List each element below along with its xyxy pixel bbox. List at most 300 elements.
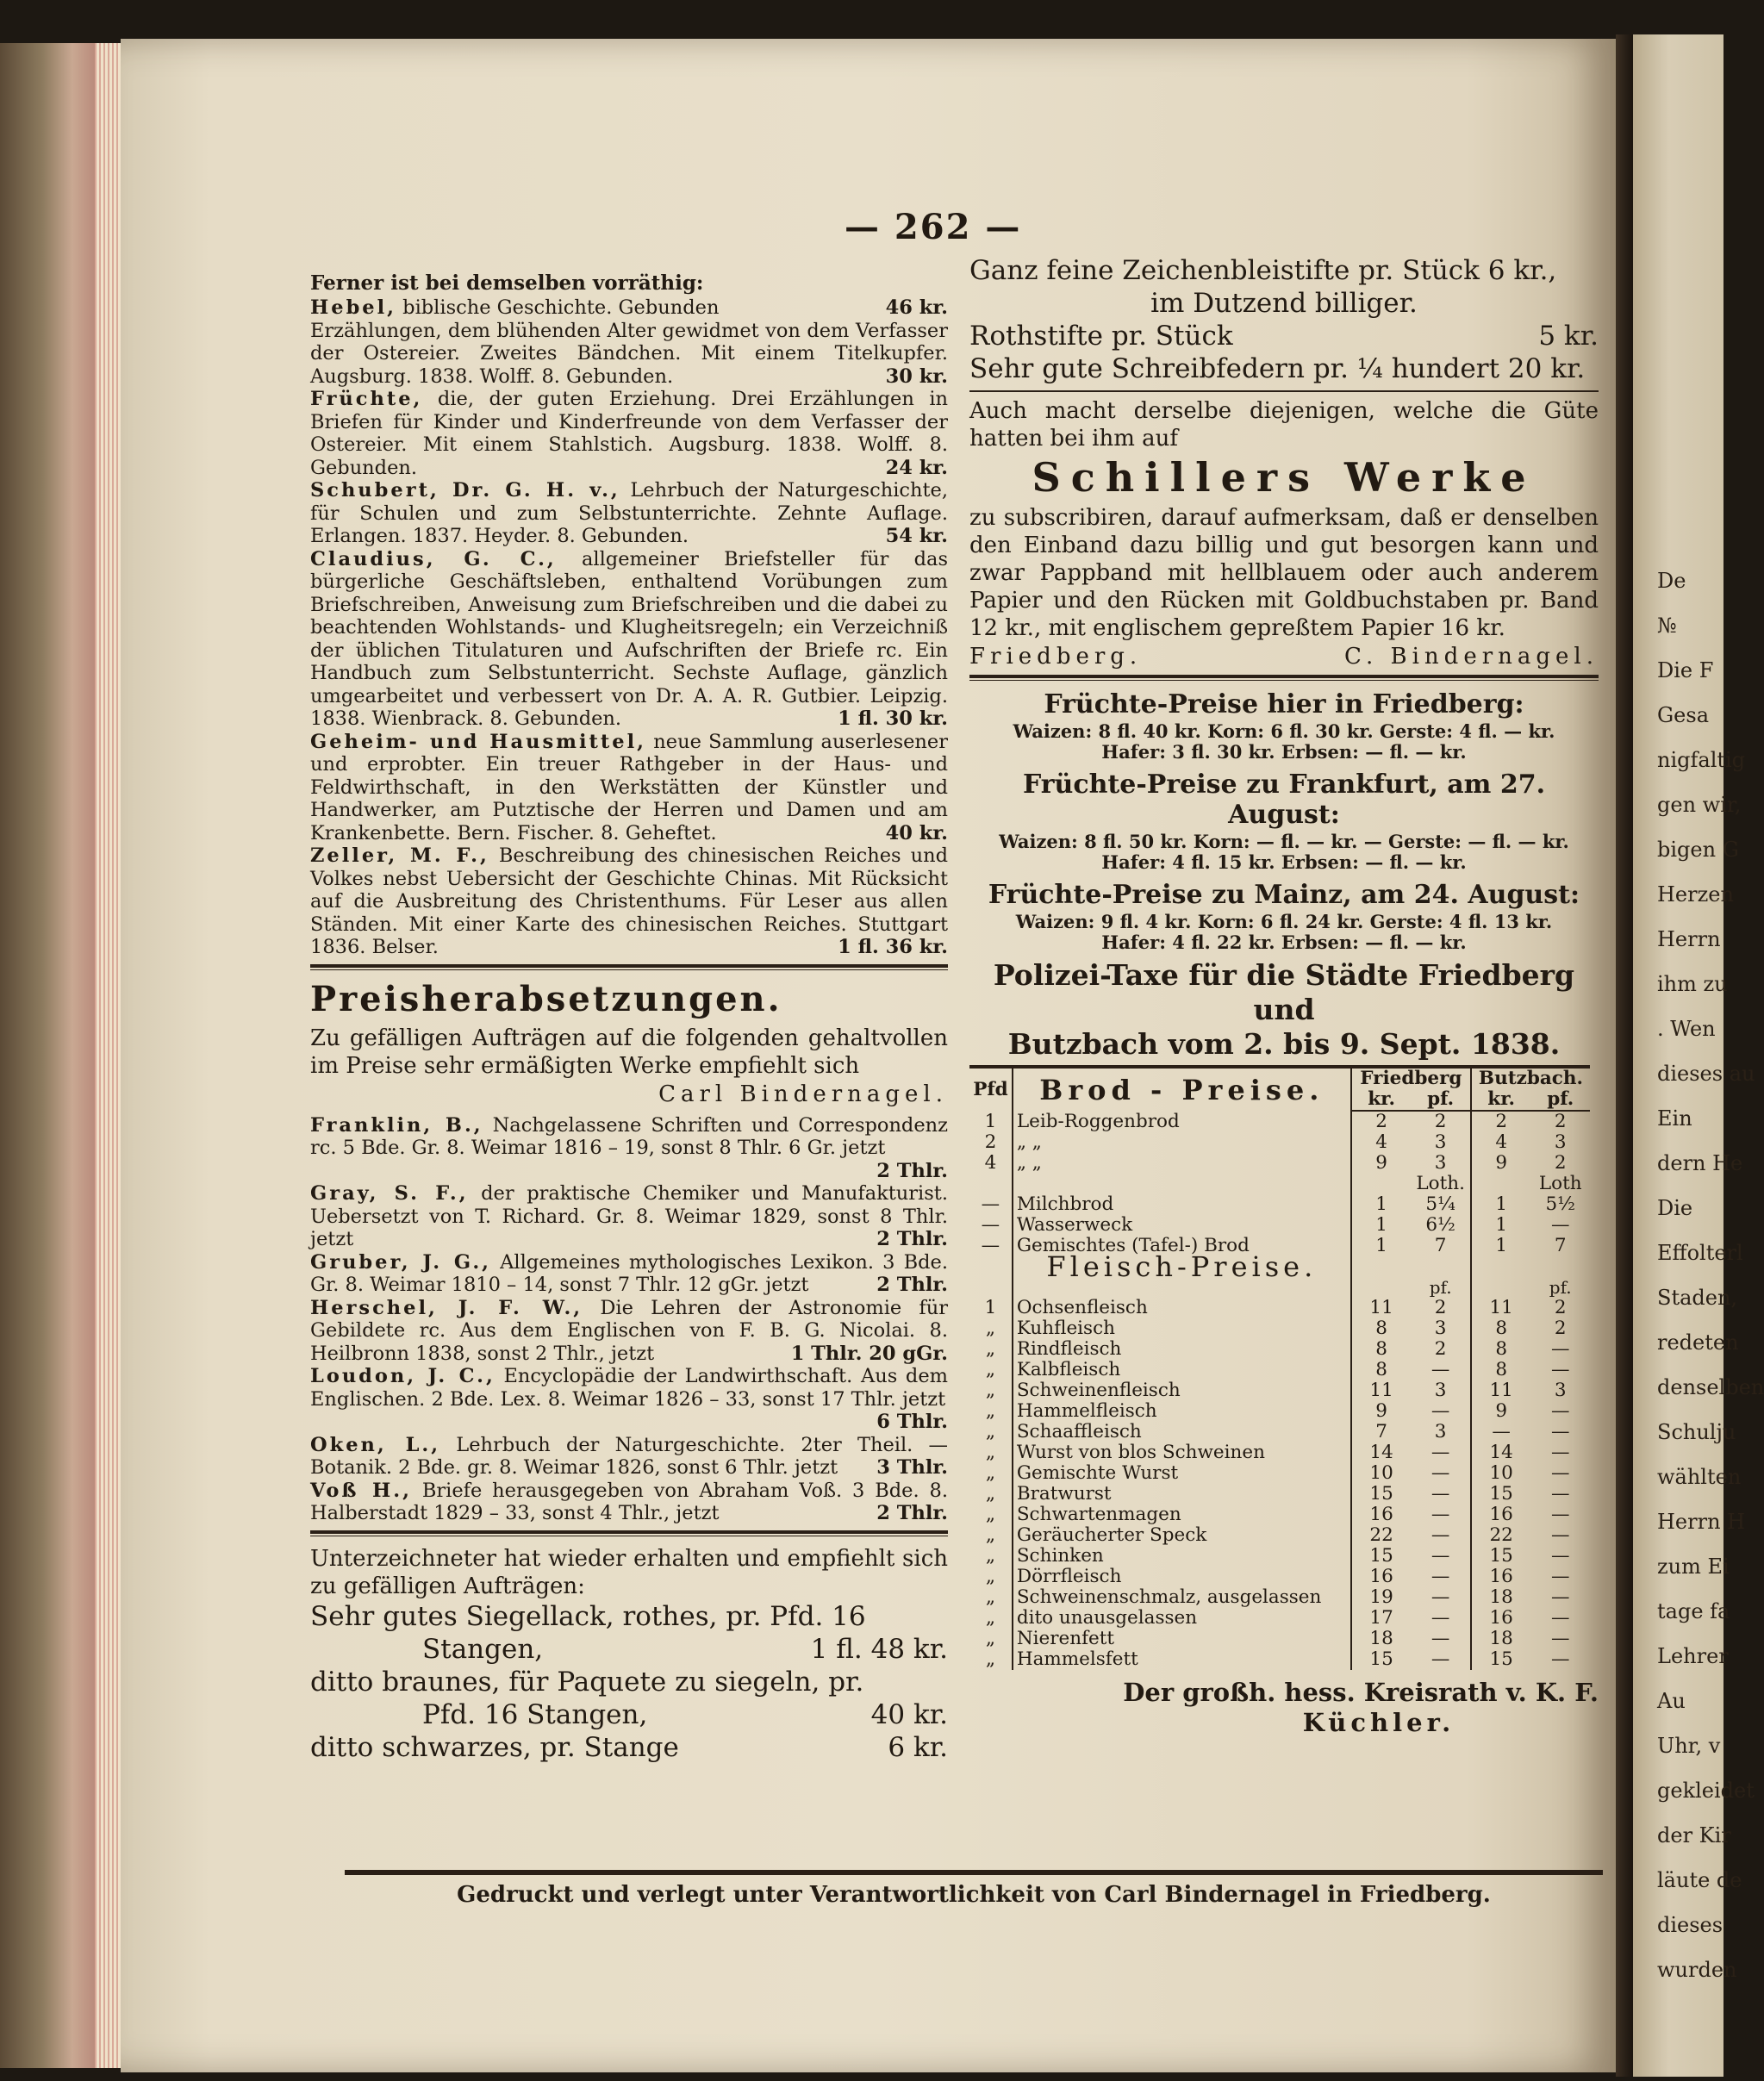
cell-fp: 6½ <box>1411 1215 1471 1236</box>
cell-pfd: 2 <box>969 1132 1013 1153</box>
ad-line-price: 5 kr. <box>1538 321 1599 352</box>
market-line: Waizen: 8 fl. 40 kr. Korn: 6 fl. 30 kr. Gerste: 4 fl. — kr. <box>1013 720 1555 742</box>
wax-intro: Unterzeichneter hat wieder erhalten und empfiehlt sich zu gefälligen Aufträgen: <box>310 1545 948 1599</box>
cell-pfd: „ <box>969 1649 1013 1670</box>
adjacent-text-fragment: Herzen <box>1657 882 1734 907</box>
book-entry <box>310 1480 948 1525</box>
cell-item <box>1013 1174 1351 1194</box>
cell-item: Schinken <box>1013 1546 1351 1567</box>
adjacent-text-fragment: № <box>1657 614 1677 638</box>
col-butzbach: Butzbach. <box>1478 1068 1584 1089</box>
entry-head: Gray, S. F., <box>310 1182 469 1205</box>
cell-bp: 7 <box>1554 1235 1567 1256</box>
cell-fp: — <box>1411 1442 1471 1463</box>
adjacent-text-fragment: redeten <box>1657 1330 1739 1355</box>
book-entry <box>310 844 948 959</box>
ad-line-text: ditto schwarzes, pr. Stange <box>310 1731 679 1763</box>
adjacent-text-fragment: Au <box>1657 1689 1686 1713</box>
cell-fk <box>1351 1174 1412 1194</box>
entry-price: 6 Thlr. <box>876 1411 948 1433</box>
cell-pfd: 1 <box>969 1298 1013 1318</box>
cell-fk: 9 <box>1375 1152 1387 1174</box>
cell-bk <box>1471 1174 1531 1194</box>
entry-price: 1 Thlr. 20 gGr. <box>790 1342 948 1365</box>
table-row <box>969 1505 1590 1525</box>
entry-price: 54 kr. <box>885 525 948 547</box>
adjacent-text-fragment: Die F <box>1657 658 1714 682</box>
adjacent-text-fragment: Staden, <box>1657 1286 1738 1310</box>
cell-fp: — <box>1411 1505 1471 1525</box>
book-entry <box>310 296 948 320</box>
cell-fp: — <box>1411 1608 1471 1629</box>
col-friedberg: Friedberg <box>1351 1067 1471 1089</box>
cell-bk: 8 <box>1495 1318 1508 1339</box>
pencil-ad <box>969 254 1599 385</box>
divider <box>310 964 948 970</box>
book-entry <box>310 1251 948 1297</box>
cell-pfd: — <box>969 1236 1013 1256</box>
cell-bk: 8 <box>1495 1359 1508 1380</box>
entry-text: Briefe herausgegeben von Abraham Voß. 3 Bde. 8. Halberstadt 1829 – 33, sonst 4 Thlr., jetzt <box>310 1479 948 1524</box>
adjacent-text-fragment: Uhr, v <box>1657 1734 1721 1758</box>
ad-line-price: 1 fl. 48 kr. <box>810 1633 948 1665</box>
cell-fk: 10 <box>1369 1462 1393 1484</box>
cell-bp: — <box>1550 1359 1570 1380</box>
cell-bp: 2 <box>1554 1111 1567 1132</box>
cell-fp: — <box>1411 1525 1471 1546</box>
cell-fk: 8 <box>1375 1359 1387 1380</box>
cell-item: Schweinenfleisch <box>1013 1380 1351 1401</box>
cell-fk: 8 <box>1375 1338 1387 1360</box>
adjacent-text-fragment: bigen G <box>1657 838 1739 862</box>
cell-fk: 18 <box>1369 1628 1393 1649</box>
brod-title: Brod - Preise. <box>1013 1067 1351 1111</box>
cell-item: Schwartenmagen <box>1013 1505 1351 1525</box>
cell-item: „ „ <box>1013 1153 1351 1174</box>
ad-line-text: Stangen, <box>422 1633 544 1665</box>
cell-fk: 16 <box>1369 1504 1393 1525</box>
cell-fk: 11 <box>1369 1380 1393 1401</box>
cell-fp: — <box>1411 1587 1471 1608</box>
cell-bp: — <box>1550 1400 1570 1422</box>
cell-pfd <box>969 1174 1013 1194</box>
adjacent-text-fragment: Herrn <box>1657 927 1721 951</box>
cell-fk: 14 <box>1369 1442 1393 1463</box>
entry-price: 2 Thlr. <box>876 1502 948 1524</box>
entry-head: Gruber, J. G., <box>310 1250 492 1274</box>
cell-bk: 16 <box>1489 1504 1513 1525</box>
cell-fp: — <box>1411 1546 1471 1567</box>
book-entry <box>310 1365 948 1434</box>
cell-bp: — <box>1550 1442 1570 1463</box>
cell-bp: 2 <box>1554 1297 1567 1318</box>
cell-item: dito unausgelassen <box>1013 1608 1351 1629</box>
cell-fp: — <box>1411 1649 1471 1670</box>
entry-price: 2 Thlr. <box>876 1159 948 1182</box>
cell-pfd: „ <box>969 1587 1013 1608</box>
entry-text: Encyclopädie der Landwirthschaft. Aus dem Englischen. 2 Bde. Lex. 8. Weimar 1826 – 33, sonst 17 Thlr. jetzt <box>310 1365 948 1411</box>
entry-price: 46 kr. <box>885 296 948 319</box>
cell-fk: 9 <box>1375 1400 1387 1422</box>
cell-pfd: „ <box>969 1339 1013 1360</box>
page-number: — 262 — <box>845 207 1022 247</box>
table-row <box>969 1318 1590 1339</box>
tax-title-line-2: Butzbach vom 2. bis 9. Sept. 1838. <box>1007 1027 1561 1061</box>
cell-fk: 15 <box>1369 1545 1393 1567</box>
adjacent-text-fragment: tage fa <box>1657 1599 1730 1623</box>
schiller-sign: C. Bindernagel. <box>1344 644 1599 670</box>
adjacent-text-fragment: Lehrer <box>1657 1644 1729 1668</box>
wax-list <box>310 1600 948 1764</box>
table-row <box>969 1629 1590 1649</box>
book-entry <box>310 320 948 389</box>
divider <box>969 390 1599 392</box>
cell-item: Leib-Roggenbrod <box>1013 1111 1351 1132</box>
book-entry <box>310 1297 948 1366</box>
market-title: Früchte-Preise hier in Friedberg: <box>1044 689 1524 720</box>
cell-pfd: „ <box>969 1505 1013 1525</box>
cell-bk: 11 <box>1489 1380 1513 1401</box>
table-row <box>969 1587 1590 1608</box>
table-row <box>969 1401 1590 1422</box>
entry-text: allgemeiner Briefsteller für das bürgerliche Geschäftsleben, enthaltend Vorübungen zum Briefschreiben, Anweisung zum Briefschreiben und die dabei zu beachtenden Wohlstands- und Klugheitsregeln; ein Verzeichniß der üblichen Titulaturen und Aufschriften der Briefe rc. Ein Handbuch zum Selbstunterricht. Sechste Auflage, gänzlich umgearbeitet und verbessert von Dr. A. A. R. Gutbier. Leipzig. 1838. Wienbrack. 8. Gebunden. <box>310 547 949 730</box>
col-b-pf: pf. <box>1530 1089 1590 1111</box>
cell-bp: Loth <box>1538 1173 1582 1194</box>
cell-item: Gemischtes (Tafel-) Brod <box>1013 1236 1351 1256</box>
cell-item: Geräucherter Speck <box>1013 1525 1351 1546</box>
ad-line <box>310 1698 948 1731</box>
cell-bp: — <box>1550 1628 1570 1649</box>
cell-item: Hammelsfett <box>1013 1649 1351 1670</box>
cell-pfd: „ <box>969 1484 1013 1505</box>
reductions-signature: Carl Bindernagel. <box>658 1081 948 1107</box>
book-entry <box>310 388 948 479</box>
fleisch-rows <box>969 1298 1590 1670</box>
table-row <box>969 1298 1590 1318</box>
cell-fk: 2 <box>1375 1111 1387 1132</box>
cell-bp: — <box>1550 1483 1570 1505</box>
schiller-intro: Auch macht derselbe diejenigen, welche die Güte hatten bei ihm auf <box>969 398 1599 452</box>
cell-bp: — <box>1550 1545 1570 1567</box>
cell-bp: 3 <box>1554 1131 1567 1153</box>
cell-pfd: „ <box>969 1463 1013 1484</box>
col-pfd: Pfd <box>969 1067 1013 1111</box>
table-row <box>969 1153 1590 1174</box>
imprint: Gedruckt und verlegt unter Verantwortlichkeit von Carl Bindernagel in Friedberg. <box>457 1882 1491 1908</box>
table-row <box>969 1360 1590 1380</box>
cell-item: „ „ <box>1013 1132 1351 1153</box>
cell-bp: 3 <box>1554 1380 1567 1401</box>
entry-head: Voß H., <box>310 1479 412 1502</box>
ad-line-text: ditto braunes, für Paquete zu siegeln, pr. <box>310 1666 864 1698</box>
table-row <box>969 1422 1590 1442</box>
schiller-text: zu subscribiren, darauf aufmerksam, daß er denselben den Einband dazu billig und gut besorgen kann und zwar Pappband mit hellblauem oder auch anderem Papier und den Rücken mit Goldbuchstaben pr. Band 12 kr., mit englischem gepreßtem Papier 16 kr. <box>969 505 1599 641</box>
cell-fp: — <box>1411 1463 1471 1484</box>
cell-fp: 2 <box>1411 1111 1471 1132</box>
cell-pfd: 4 <box>969 1153 1013 1174</box>
ad-line-text: Rothstifte pr. Stück <box>969 321 1233 352</box>
col-f-pf: pf. <box>1411 1089 1471 1111</box>
cell-fp: — <box>1411 1401 1471 1422</box>
adjacent-text-fragment: . Wen <box>1657 1017 1716 1041</box>
book-entry <box>310 1434 948 1480</box>
adjacent-text-fragment: denselben <box>1657 1375 1764 1399</box>
cell-pfd: 1 <box>969 1111 1013 1132</box>
adjacent-text-fragment: Schulju <box>1657 1420 1736 1444</box>
table-row <box>969 1174 1590 1194</box>
cell-fk: 15 <box>1369 1483 1393 1505</box>
entry-price: 1 fl. 30 kr. <box>838 707 948 730</box>
cell-fp: 7 <box>1411 1236 1471 1256</box>
fleisch-f-pf: pf. <box>1411 1277 1471 1298</box>
cell-item: Kalbfleisch <box>1013 1360 1351 1380</box>
cell-item: Wurst von blos Schweinen <box>1013 1442 1351 1463</box>
book-entry <box>310 1182 948 1251</box>
ad-line <box>969 287 1599 320</box>
market-line: Hafer: 4 fl. 22 kr. Erbsen: — fl. — kr. <box>1101 931 1467 953</box>
grain-prices <box>969 689 1599 953</box>
cell-fk: 1 <box>1375 1193 1387 1215</box>
book-entry <box>310 731 948 845</box>
cell-bp: 2 <box>1554 1318 1567 1339</box>
closing-authority: Der großh. hess. Kreisrath v. K. F. <box>1123 1678 1599 1707</box>
cell-pfd: — <box>969 1194 1013 1215</box>
entry-head: Claudius, G. C., <box>310 547 557 570</box>
adjacent-text-fragment: wählten <box>1657 1465 1742 1489</box>
adjacent-text-fragment: der Kir <box>1657 1823 1731 1847</box>
reductions-intro: Zu gefälligen Aufträgen auf die folgenden gehaltvollen im Preise sehr ermäßigten Werke empfiehlt sich <box>310 1025 948 1079</box>
adjacent-text-fragment: ihm zu <box>1657 972 1728 996</box>
schiller-title: Schillers Werke <box>1032 454 1536 501</box>
cell-bp: — <box>1550 1338 1570 1360</box>
adjacent-text-fragment: dern He <box>1657 1151 1743 1175</box>
book-page-edge <box>0 43 121 2068</box>
adjacent-text-fragment: wurden <box>1657 1958 1737 1982</box>
entry-price: 1 fl. 36 kr. <box>838 936 948 958</box>
cell-bk: 18 <box>1489 1586 1513 1608</box>
cell-pfd: „ <box>969 1608 1013 1629</box>
adjacent-text-fragment: dieses <box>1657 1913 1723 1937</box>
fleisch-b-pf: pf. <box>1549 1277 1572 1298</box>
cell-bk: 8 <box>1495 1338 1508 1360</box>
cell-fp: 3 <box>1411 1318 1471 1339</box>
entry-text: Erzählungen, dem blühenden Alter gewidmet von dem Verfasser der Ostereier. Zweites Bändchen. Mit einem Titelkupfer. Augsburg. 1838. Wolff. 8. Gebunden. <box>310 319 948 388</box>
cell-fp: 3 <box>1411 1422 1471 1442</box>
table-row <box>969 1649 1590 1670</box>
adjacent-text-fragment: Effolterl <box>1657 1241 1743 1265</box>
market-title: Früchte-Preise zu Mainz, am 24. August: <box>988 880 1580 910</box>
adjacent-text-fragment: gekleidet <box>1657 1779 1755 1803</box>
book-entry <box>310 1114 948 1183</box>
entry-text: Die Lehren der Astronomie für Gebildete rc. Aus dem Englischen von F. B. G. Nicolai. 8. Heilbronn 1838, sonst 2 Thlr., jetzt <box>310 1296 949 1365</box>
cell-fp: — <box>1411 1360 1471 1380</box>
ad-line-text: im Dutzend billiger. <box>1150 288 1418 319</box>
fleisch-title-row <box>969 1256 1590 1277</box>
ad-line-text: Pfd. 16 Stangen, <box>422 1698 648 1730</box>
cell-bp: — <box>1550 1504 1570 1525</box>
entry-head: Schubert, Dr. G. H. v., <box>310 479 620 502</box>
book-gutter <box>1616 34 1633 2077</box>
tax-title <box>969 958 1599 1062</box>
cell-item: Wasserweck <box>1013 1215 1351 1236</box>
cell-fp: 5¼ <box>1411 1194 1471 1215</box>
entry-head: Zeller, M. F., <box>310 844 489 867</box>
ad-line-price: 40 kr. <box>870 1698 948 1730</box>
table-row <box>969 1194 1590 1215</box>
entry-text: die, der guten Erziehung. Drei Erzählungen in Briefen für Kinder und Kinderfreunde von dem Verfasser der Ostereier. Mit einem Stahlstich. Augsburg. 1838. Wolff. 8. Gebunden. <box>310 388 949 479</box>
adjacent-text-fragment: nigfaltig <box>1657 748 1746 772</box>
cell-pfd: „ <box>969 1380 1013 1401</box>
cell-bk: 9 <box>1495 1152 1508 1174</box>
adjacent-text-fragment: gen wir, <box>1657 793 1742 817</box>
adjacent-text-fragment: läute de <box>1657 1868 1742 1892</box>
entry-head: Hebel, <box>310 296 397 319</box>
table-row <box>969 1132 1590 1153</box>
cell-bk: 10 <box>1489 1462 1513 1484</box>
entry-text: neue Sammlung auserlesener und erprobter. Ein treuer Rathgeber in der Haus- und Feldwirthschaft, in den Werkstätten der Künstler und Handwerker, am Putztische der Herren und Damen und am Krankenbette. Bern. Fischer. 8. Geheftet. <box>310 730 948 844</box>
cell-pfd: „ <box>969 1525 1013 1546</box>
cell-item: Kuhfleisch <box>1013 1318 1351 1339</box>
cell-fk: 7 <box>1375 1421 1387 1442</box>
table-row <box>969 1608 1590 1629</box>
entry-text: Lehrbuch der Naturgeschichte, für Schulen und zum Selbstunterrichte. Zehnte Auflage. Erlangen. 1837. Heyder. 8. Gebunden. <box>310 479 948 547</box>
cell-item: Gemischte Wurst <box>1013 1463 1351 1484</box>
ad-line <box>969 320 1599 352</box>
table-row <box>969 1339 1590 1360</box>
footer-rule <box>345 1870 1603 1875</box>
right-column <box>969 254 1599 1737</box>
cell-bk: 15 <box>1489 1648 1513 1670</box>
cell-bk: 2 <box>1495 1111 1508 1132</box>
entry-text: der praktische Chemiker und Manufakturist. Uebersetzt von T. Richard. Gr. 8. Weimar 1829, sonst 8 Thlr. jetzt <box>310 1182 948 1250</box>
cell-fk: 17 <box>1369 1607 1393 1629</box>
col-f-kr: kr. <box>1351 1089 1412 1111</box>
entry-price: 24 kr. <box>885 456 948 479</box>
adjacent-text-fragment: Gesa <box>1657 703 1709 727</box>
closing-name: Küchler. <box>1302 1708 1455 1737</box>
price-table <box>969 1065 1590 1670</box>
cell-fk: 19 <box>1369 1586 1393 1608</box>
divider <box>310 1530 948 1536</box>
cell-pfd: „ <box>969 1546 1013 1567</box>
entry-price: 40 kr. <box>885 821 948 844</box>
cell-fp: — <box>1411 1484 1471 1505</box>
cell-item: Ochsenfleisch <box>1013 1298 1351 1318</box>
cell-fp: 2 <box>1411 1298 1471 1318</box>
cell-bp: — <box>1550 1462 1570 1484</box>
book-entry <box>310 479 948 548</box>
cell-bk: 22 <box>1489 1524 1513 1546</box>
entry-text: Lehrbuch der Naturgeschichte. 2ter Theil. — Botanik. 2 Bde. gr. 8. Weimar 1826, sonst 6 Thlr. jetzt <box>310 1433 948 1479</box>
market-line: Hafer: 3 fl. 30 kr. Erbsen: — fl. — kr. <box>1101 741 1467 763</box>
cell-bk: 16 <box>1489 1566 1513 1587</box>
cell-item: Rindfleisch <box>1013 1339 1351 1360</box>
divider <box>969 675 1599 681</box>
entry-text: biblische Geschichte. Gebunden <box>402 296 720 319</box>
cell-item: Hammelfleisch <box>1013 1401 1351 1422</box>
entry-price: 2 Thlr. <box>876 1228 948 1250</box>
entry-text: Nachgelassene Schriften und Correspondenz rc. 5 Bde. Gr. 8. Weimar 1816 – 19, sonst 8 Thlr. 6 Gr. jetzt <box>310 1113 948 1159</box>
cell-bp: — <box>1550 1586 1570 1608</box>
cell-fp: 2 <box>1411 1339 1471 1360</box>
cell-bk: 9 <box>1495 1400 1508 1422</box>
cell-bp: — <box>1550 1648 1570 1670</box>
entry-head: Franklin, B., <box>310 1113 483 1137</box>
col-b-kr: kr. <box>1471 1089 1531 1111</box>
cell-item: Milchbrod <box>1013 1194 1351 1215</box>
table-row <box>969 1525 1590 1546</box>
cell-fk: 16 <box>1369 1566 1393 1587</box>
cell-fp: — <box>1411 1629 1471 1649</box>
book-entry <box>310 548 948 731</box>
cell-pfd: „ <box>969 1567 1013 1587</box>
cell-bk: 4 <box>1495 1131 1508 1153</box>
cell-bk: 1 <box>1495 1235 1508 1256</box>
adjacent-text-fragment: Die <box>1657 1196 1693 1220</box>
cell-pfd: „ <box>969 1318 1013 1339</box>
schiller-signature-line <box>969 644 1599 670</box>
market-line: Waizen: 8 fl. 50 kr. Korn: — fl. — kr. — Gerste: — fl. — kr. <box>999 831 1569 852</box>
cell-pfd: „ <box>969 1401 1013 1422</box>
cell-bp: — <box>1550 1421 1570 1442</box>
table-row <box>969 1215 1590 1236</box>
cell-fk: 8 <box>1375 1318 1387 1339</box>
stock-intro: Ferner ist bei demselben vorräthig: <box>310 271 704 295</box>
cell-fk: 1 <box>1375 1214 1387 1236</box>
table-row <box>969 1484 1590 1505</box>
reductions-list <box>310 1114 948 1525</box>
market-line: Waizen: 9 fl. 4 kr. Korn: 6 fl. 24 kr. Gerste: 4 fl. 13 kr. <box>1015 911 1553 932</box>
entry-head: Herschel, J. F. W., <box>310 1296 583 1319</box>
cell-bk: 11 <box>1489 1297 1513 1318</box>
cell-fp: 3 <box>1411 1132 1471 1153</box>
ad-line <box>969 352 1599 385</box>
cell-bp: — <box>1550 1214 1570 1236</box>
adjacent-text-fragment: zum Ei <box>1657 1555 1730 1579</box>
entry-text: Beschreibung des chinesischen Reiches und Volkes nebst Uebersicht der Geschichte Chinas. Mit Rücksicht auf die Ausbreitung des Christenthums. Für Leser aus allen Ständen. Mit einer Karte des chinesischen Reiches. Stuttgart 1836. Belser. <box>310 844 949 958</box>
cell-item: Schweinenschmalz, ausgelassen <box>1013 1587 1351 1608</box>
table-row <box>969 1567 1590 1587</box>
table-row <box>969 1546 1590 1567</box>
ad-line-text: Ganz feine Zeichenbleistifte pr. Stück 6 kr., <box>969 255 1557 286</box>
cell-fk: 1 <box>1375 1235 1387 1256</box>
cell-pfd: „ <box>969 1629 1013 1649</box>
entry-head: Geheim- und Hausmittel, <box>310 730 646 753</box>
market-line: Hafer: 4 fl. 15 kr. Erbsen: — fl. — kr. <box>1101 851 1467 873</box>
ad-line <box>310 1600 948 1633</box>
table-row <box>969 1463 1590 1484</box>
left-column <box>310 271 948 1764</box>
adjacent-text-fragment: Herrn H <box>1657 1510 1746 1534</box>
ad-line <box>310 1666 948 1698</box>
entry-price: 3 Thlr. <box>876 1456 948 1479</box>
cell-bp: — <box>1550 1524 1570 1546</box>
ad-line <box>969 254 1599 287</box>
reductions-title: Preisherabsetzungen. <box>310 978 782 1019</box>
brod-rows <box>969 1111 1590 1256</box>
entry-price: 2 Thlr. <box>876 1274 948 1296</box>
tax-title-line-1: Polizei-Taxe für die Städte Friedberg und <box>993 958 1575 1026</box>
entry-head: Früchte, <box>310 388 423 410</box>
ad-line <box>310 1633 948 1666</box>
fleisch-title: Fleisch-Preise. <box>1013 1256 1351 1277</box>
cell-bp: — <box>1550 1607 1570 1629</box>
cell-bk: 15 <box>1489 1483 1513 1505</box>
stock-list <box>310 296 948 959</box>
cell-bk: 1 <box>1495 1193 1508 1215</box>
cell-fk: 22 <box>1369 1524 1393 1546</box>
table-row <box>969 1111 1590 1132</box>
